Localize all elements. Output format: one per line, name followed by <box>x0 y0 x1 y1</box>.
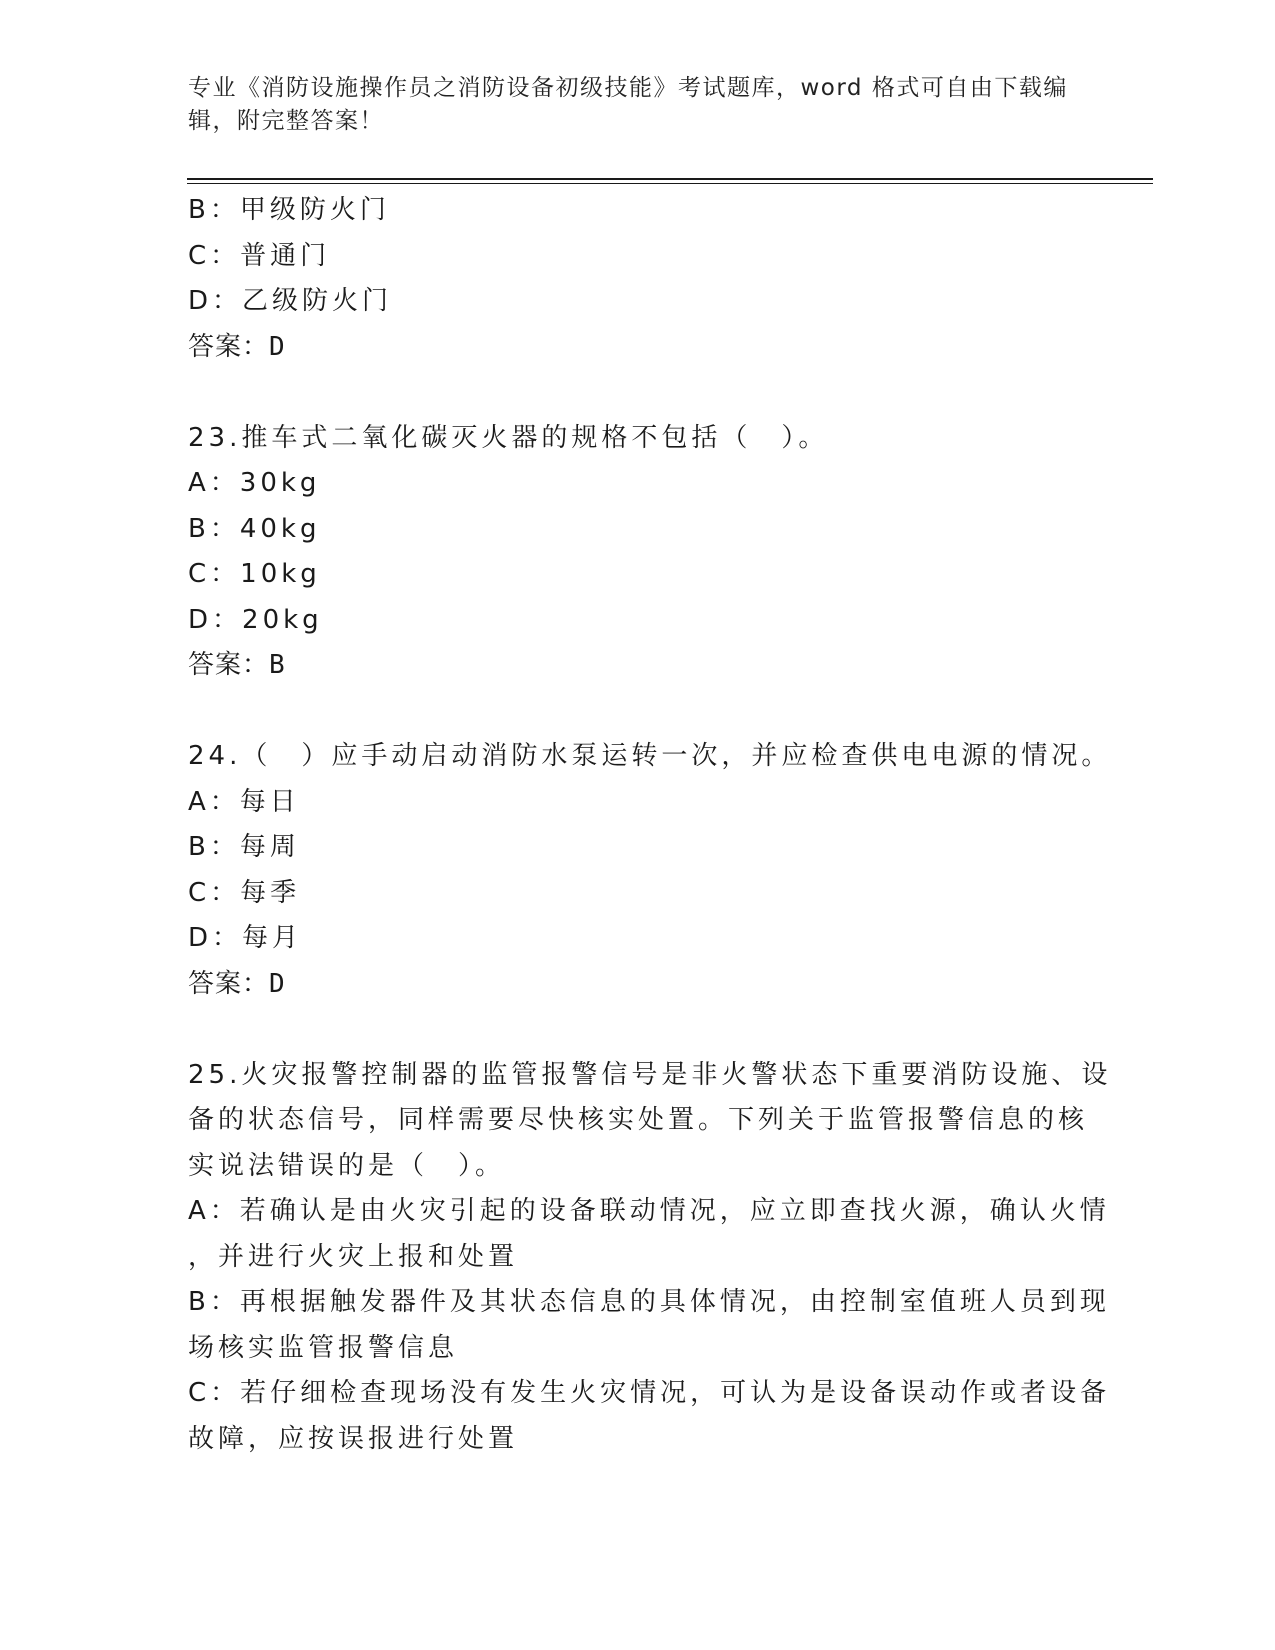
option-d: D：每月 <box>188 923 303 953</box>
question-22-continued <box>188 188 1088 370</box>
question-23 <box>188 416 1088 689</box>
question-stem-line-3: 实说法错误的是（ ）。 <box>188 1150 506 1181</box>
option-a-line-2: ，并进行火灾上报和处置 <box>188 1241 519 1272</box>
page-header <box>188 72 1088 138</box>
question-stem-line-1: 25.火灾报警控制器的监管报警信号是非火警状态下重要消防设施、设 <box>188 1059 1112 1090</box>
answer-label: 答案： <box>188 968 270 999</box>
question-stem: 23.推车式二氧化碳灭火器的规格不包括（ ）。 <box>188 422 829 453</box>
option-b: B：甲级防火门 <box>188 195 390 225</box>
question-stem-line-2: 备的状态信号，同样需要尽快核实处置。下列关于监管报警信息的核 <box>188 1105 1089 1135</box>
answer-value: D <box>269 968 286 999</box>
header-divider-thin <box>187 183 1153 184</box>
option-d: D：乙级防火门 <box>188 286 393 316</box>
option-a: A：每日 <box>188 786 300 817</box>
option-d: D：20kg <box>188 604 323 635</box>
option-a-line-1: A：若确认是由火灾引起的设备联动情况，应立即查找火源，确认火情 <box>188 1196 1110 1226</box>
option-b: B：每周 <box>188 832 300 862</box>
answer-value: B <box>269 650 286 680</box>
spacer <box>188 689 1088 735</box>
header-line-1: 专业《消防设施操作员之消防设备初级技能》考试题库，word 格式可自由下载编 <box>188 75 1068 101</box>
option-c: C：10kg <box>188 559 321 589</box>
option-c-line-2: 故障，应按误报进行处置 <box>188 1423 519 1454</box>
spacer <box>188 1007 1088 1053</box>
header-divider-thick <box>187 178 1153 180</box>
answer-label: 答案： <box>188 650 270 680</box>
answer-label: 答案： <box>188 331 270 362</box>
question-24 <box>188 734 1112 1007</box>
answer-line <box>188 962 1088 1008</box>
option-c: C：每季 <box>188 877 301 908</box>
option-c: C：普通门 <box>188 240 331 271</box>
header-line-2: 辑，附完整答案！ <box>188 108 384 134</box>
option-b-line-1: B：再根据触发器件及其状态信息的具体情况，由控制室值班人员到现 <box>188 1287 1110 1317</box>
answer-line <box>188 325 1088 371</box>
answer-value: D <box>269 331 286 362</box>
answer-line <box>188 643 1088 689</box>
spacer <box>188 370 1088 416</box>
option-a: A：30kg <box>188 468 321 498</box>
option-b: B：40kg <box>188 513 321 544</box>
document-body <box>188 188 1112 1462</box>
question-25 <box>188 1053 1112 1463</box>
option-b-line-2: 场核实监管报警信息 <box>188 1332 459 1363</box>
option-c-line-1: C：若仔细检查现场没有发生火灾情况，可认为是设备误动作或者设备 <box>188 1378 1111 1408</box>
question-stem: 24.（ ）应手动启动消防水泵运转一次，并应检查供电电源的情况。 <box>188 741 1112 771</box>
